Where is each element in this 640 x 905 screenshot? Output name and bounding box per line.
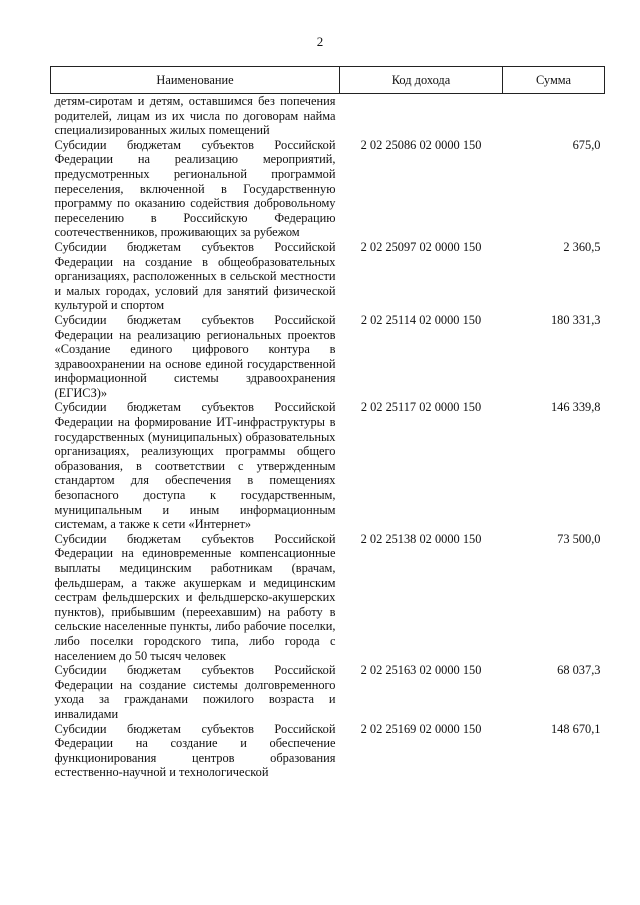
- row-name-cell: Субсидии бюджетам субъектов Российской Федерации на реализацию мероприятий, предусмотренных региональной программой переселения, включенной в Государственную программу по оказанию содействия добровольному переселению в Российскую Федерацию соотечественников, проживающих за рубежом: [54, 137, 336, 240]
- table-body: [51, 94, 605, 780]
- income-table: [50, 66, 605, 780]
- table-row: [51, 94, 605, 138]
- row-name-cell: Субсидии бюджетам субъектов Российской Федерации на создание и обеспечение функционирования центров образования естественно-научной и технологической: [54, 721, 336, 780]
- sum-cell: [503, 94, 605, 138]
- table-row: [51, 240, 605, 313]
- income-code-cell: 2 02 25138 02 0000 150: [360, 531, 482, 546]
- header-code: Код дохода: [340, 67, 503, 94]
- table-header: [51, 67, 605, 94]
- row-name-cell: детям-сиротам и детям, оставшимся без попечения родителей, лицам из их числа по договорам найма специализированных жилых помещений: [54, 94, 336, 138]
- row-name-cell: Субсидии бюджетам субъектов Российской Федерации на создание в общеобразовательных организациях, расположенных в сельской местности и малых городах, условий для занятий физической культурой и спортом: [54, 239, 336, 313]
- sum-cell: 2 360,5: [563, 239, 601, 254]
- table-row: [51, 313, 605, 401]
- sum-cell: 180 331,3: [550, 312, 601, 327]
- row-name-cell: Субсидии бюджетам субъектов Российской Федерации на единовременные компенсационные выплаты медицинским работникам (врачам, фельдшерам, а также акушеркам и медицинским сестрам фельдшерских и фельдшерско-акушерских пунктов), прибывшим (переехавшим) на работу в сельские населенные пункты, либо рабочие поселки, либо поселки городского типа, либо города с населением до 50 тысяч человек: [54, 531, 336, 663]
- row-name-cell: Субсидии бюджетам субъектов Российской Федерации на формирование ИТ-инфраструктуры в государственных (муниципальных) образовательных организациях, реализующих программы общего образования, в соответствии с утвержденным стандартом для обеспечения в помещениях безопасного доступа к государственным, муниципальным и иным информационным системам, а также к сети «Интернет»: [54, 400, 336, 532]
- table-row: [51, 138, 605, 240]
- table-row: [51, 663, 605, 721]
- sum-cell: 68 037,3: [557, 663, 601, 678]
- row-name-cell: Субсидии бюджетам субъектов Российской Федерации на создание системы долговременного ухода за гражданами пожилого возраста и инвалидами: [54, 663, 336, 721]
- sum-cell: 148 670,1: [550, 721, 601, 736]
- table-row: [51, 532, 605, 663]
- income-code-cell: 2 02 25163 02 0000 150: [360, 663, 482, 678]
- row-name-cell: Субсидии бюджетам субъектов Российской Федерации на реализацию региональных проектов «Создание единого цифрового контура в здравоохранении на основе единой государственной информационной системы здравоохранения (ЕГИСЗ)»: [54, 312, 336, 400]
- income-code-cell: [340, 94, 503, 138]
- header-sum: Сумма: [503, 67, 605, 94]
- income-code-cell: 2 02 25086 02 0000 150: [360, 137, 482, 152]
- income-code-cell: 2 02 25097 02 0000 150: [360, 239, 482, 254]
- table-row: [51, 400, 605, 531]
- page-number: 2: [316, 34, 324, 49]
- sum-cell: 73 500,0: [557, 531, 601, 546]
- income-code-cell: 2 02 25169 02 0000 150: [360, 721, 482, 736]
- table-row: [51, 722, 605, 780]
- sum-cell: 675,0: [572, 137, 601, 152]
- income-code-cell: 2 02 25117 02 0000 150: [360, 400, 482, 415]
- income-code-cell: 2 02 25114 02 0000 150: [360, 312, 482, 327]
- header-name: Наименование: [51, 67, 340, 94]
- sum-cell: 146 339,8: [550, 400, 601, 415]
